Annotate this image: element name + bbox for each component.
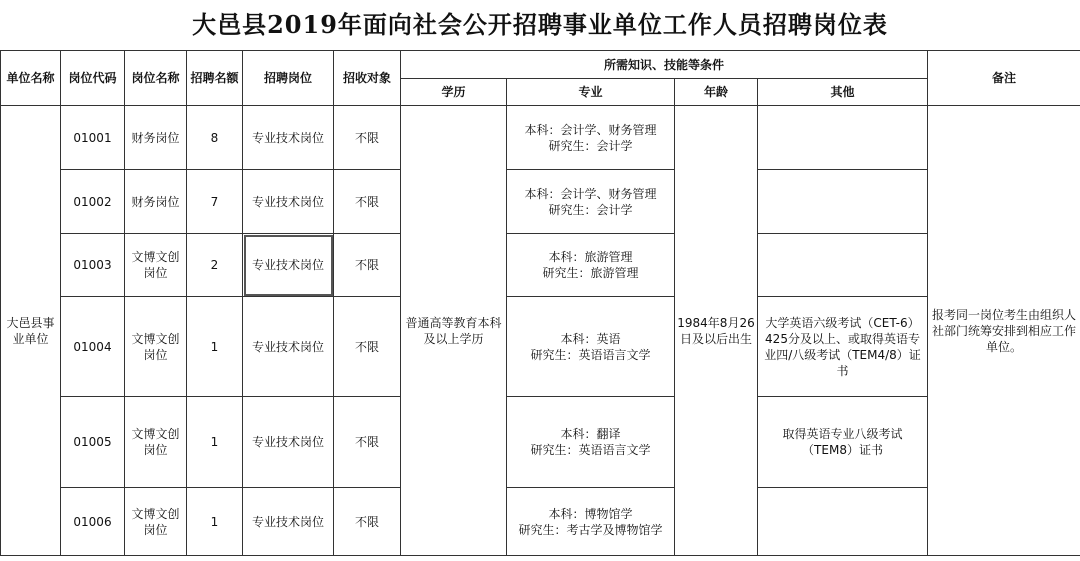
- table-row: [1, 106, 1080, 170]
- other-cell: [758, 488, 928, 556]
- major-postgrad: 研究生：英语语言文学: [530, 347, 651, 362]
- page-title: 大邑县2019年面向社会公开招聘事业单位工作人员招聘岗位表: [192, 10, 888, 39]
- age-cell: 1984年8月26日及以后出生: [675, 106, 758, 556]
- table-row: [1, 397, 1080, 488]
- target-cell: 不限: [334, 106, 401, 170]
- table-row: [1, 488, 1080, 556]
- major-cell: [507, 297, 675, 397]
- header-unit: 单位名称: [1, 51, 61, 106]
- header-conditions: 所需知识、技能等条件: [401, 51, 928, 79]
- count-cell: 1: [187, 397, 243, 488]
- major-postgrad: 研究生：旅游管理: [542, 266, 639, 280]
- major-undergrad: 本科：博物馆学: [548, 506, 633, 521]
- count-cell: 8: [187, 106, 243, 170]
- other-cell: [758, 106, 928, 170]
- header-age: 年龄: [675, 79, 758, 106]
- education-cell: 普通高等教育本科及以上学历: [401, 106, 507, 556]
- other-cell: [758, 170, 928, 234]
- major-undergrad: 本科：会计学、财务管理: [524, 122, 657, 137]
- other-cell: 大学英语六级考试（CET-6）425分及以上、或取得英语专业四/八级考试（TEM4/8）证书: [758, 297, 928, 397]
- code-cell: 01003: [61, 234, 125, 297]
- header-type: 招聘岗位: [243, 51, 334, 106]
- count-cell: 1: [187, 297, 243, 397]
- position-name-cell: 文博文创岗位: [125, 234, 187, 297]
- code-cell: 01006: [61, 488, 125, 556]
- remark-cell: 报考同一岗位考生由组织人社部门统筹安排到相应工作单位。: [928, 106, 1080, 556]
- header-other: 其他: [758, 79, 928, 106]
- code-cell: 01001: [61, 106, 125, 170]
- position-type-cell: 专业技术岗位: [243, 488, 334, 556]
- major-cell: [507, 170, 675, 234]
- count-cell: 1: [187, 488, 243, 556]
- table-row: [1, 234, 1080, 297]
- target-cell: 不限: [334, 488, 401, 556]
- target-cell: 不限: [334, 170, 401, 234]
- other-cell: 取得英语专业八级考试（TEM8）证书: [758, 397, 928, 488]
- position-type-cell: 专业技术岗位: [243, 106, 334, 170]
- position-type-cell: 专业技术岗位: [243, 397, 334, 488]
- target-cell: 不限: [334, 397, 401, 488]
- target-cell: 不限: [334, 297, 401, 397]
- position-name-cell: 文博文创岗位: [125, 488, 187, 556]
- major-undergrad: 本科：旅游管理: [548, 250, 633, 264]
- position-type-cell-selected[interactable]: 专业技术岗位: [243, 234, 334, 297]
- position-name-cell: 文博文创岗位: [125, 297, 187, 397]
- code-cell: 01005: [61, 397, 125, 488]
- major-undergrad: 本科：会计学、财务管理: [524, 186, 657, 201]
- table-row: [1, 170, 1080, 234]
- header-remark: 备注: [928, 51, 1080, 106]
- unit-cell: 大邑县事业单位: [1, 106, 61, 556]
- other-cell: [758, 234, 928, 297]
- major-cell: [507, 234, 675, 297]
- major-undergrad: 本科：英语: [560, 331, 621, 346]
- major-postgrad: 研究生：英语语言文学: [530, 443, 651, 457]
- table-row: [1, 297, 1080, 397]
- position-name-cell: 财务岗位: [125, 170, 187, 234]
- position-type-cell: 专业技术岗位: [243, 170, 334, 234]
- header-name: 岗位名称: [125, 51, 187, 106]
- code-cell: 01002: [61, 170, 125, 234]
- major-postgrad: 研究生：会计学: [548, 138, 633, 153]
- major-postgrad: 研究生：考古学及博物馆学: [518, 522, 663, 537]
- major-cell: [507, 106, 675, 170]
- position-name-cell: 财务岗位: [125, 106, 187, 170]
- target-cell: 不限: [334, 234, 401, 297]
- header-major: 专业: [507, 79, 675, 106]
- code-cell: 01004: [61, 297, 125, 397]
- header-education: 学历: [401, 79, 507, 106]
- header-count: 招聘名额: [187, 51, 243, 106]
- count-cell: 7: [187, 170, 243, 234]
- position-type-cell: 专业技术岗位: [243, 297, 334, 397]
- header-code: 岗位代码: [61, 51, 125, 106]
- recruitment-table: [0, 50, 1080, 556]
- major-cell: [507, 488, 675, 556]
- header-row-1: [1, 51, 1080, 79]
- position-name-cell: 文博文创岗位: [125, 397, 187, 488]
- count-cell: 2: [187, 234, 243, 297]
- major-postgrad: 研究生：会计学: [548, 202, 633, 217]
- major-cell: [507, 397, 675, 488]
- major-undergrad: 本科：翻译: [560, 427, 621, 441]
- header-target: 招收对象: [334, 51, 401, 106]
